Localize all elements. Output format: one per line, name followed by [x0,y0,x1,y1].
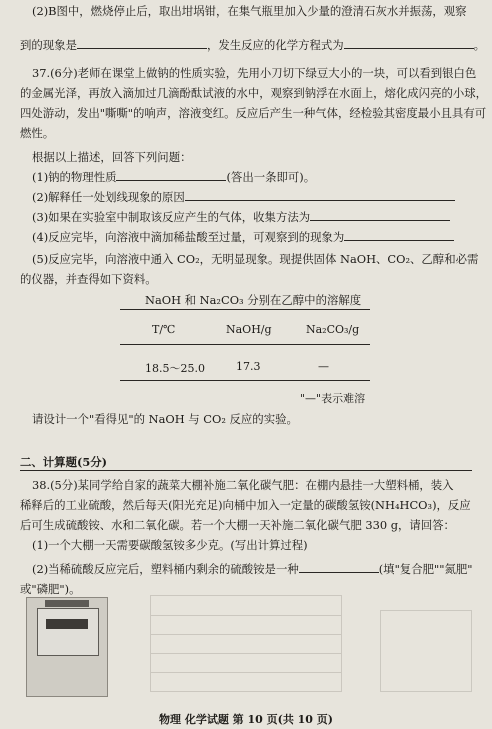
q37-line-1: 37.(6分)老师在课堂上做钠的性质实验，先用小刀切下绿豆大小的一块，可以看到银白色 [32,66,477,80]
table-note: "—"表示难溶 [300,392,366,405]
bleed-through-circuit [380,610,472,692]
q36-2-line: (2)B图中，燃烧停止后，取出坩埚钳，在集气瓶里加入少量的澄清石灰水并振荡，观察 [32,4,467,18]
page-footer: 物理 化学试题 第 10 页(共 10 页) [158,713,333,726]
sub-question-2: (2)解释任一处划线现象的原因 [32,190,455,204]
q37-line-2: 的金属光泽，再放入滴加过几滴酚酞试液的水中，观察到钠浮在水面上，熔化成闪亮的小球， [20,86,488,100]
sub-question-5-line-2: 的仪器，并查得如下资料。 [20,272,157,286]
sub-question-1: (1)钠的物理性质 (答出一条即可)。 [32,170,316,184]
q38-sub-2: (2)当稀硫酸反应完后，塑料桶内剩余的硫酸铵是一种 (填"复合肥""氮肥" [32,562,473,576]
blank-4[interactable] [344,230,454,241]
table-caption: NaOH 和 Na₂CO₃ 分别在乙醇中的溶解度 [145,293,362,307]
q38-sub-2-cont: 或"磷肥")。 [20,582,81,596]
table-header-temp: T/℃ [152,323,176,336]
table-header-naoh: NaOH/g [226,323,272,336]
bleed-through-table [150,595,342,692]
q38-sub-1: (1)一个大棚一天需要碳酸氢铵多少克。(写出计算过程) [32,538,308,552]
sub-question-4: (4)反应完毕，向溶液中滴加稀盐酸至过量，可观察到的现象为 [32,230,454,244]
q38-line-2: 稀释后的工业硫酸，然后每天(阳光充足)向桶中加入一定量的碳酸氢铵(NH₄HCO₃)，反应 [20,498,471,512]
q37-line-3: 四处游动，发出"嘶嘶"的响声，溶液变红。反应后产生一种气体，经检验其密度最小且具有可 [20,106,487,120]
equation-blank[interactable] [344,38,474,49]
blank-2[interactable] [185,190,455,201]
section-divider [20,470,472,471]
answer-blank[interactable] [77,38,207,49]
blank-3[interactable] [310,210,450,221]
sub-question-5-line-1: (5)反应完毕，向溶液中通入 CO₂，无明显现象。现提供固体 NaOH、CO₂、乙醇和必需 [32,252,479,266]
fertilizer-blank[interactable] [299,562,379,573]
table-cell-na2co3: — [318,360,329,373]
section-title: 二、计算题(5分) [20,455,108,469]
q36-2-answer-line: 到的现象是 ，发生反应的化学方程式为 。 [20,38,486,52]
table-cell-naoh: 17.3 [236,360,261,373]
meter-photo [26,597,108,697]
table-bottom-rule [120,380,370,381]
sub-question-3: (3)如果在实验室中制取该反应产生的气体，收集方法为 [32,210,450,224]
table-mid-rule [120,344,370,345]
table-header-na2co3: Na₂CO₃/g [306,323,360,336]
q38-line-1: 38.(5分)某同学给自家的蔬菜大棚补施二氧化碳气肥：在棚内悬挂一大塑料桶，装入 [32,478,454,492]
design-prompt: 请设计一个"看得见"的 NaOH 与 CO₂ 反应的实验。 [32,412,298,426]
blank-1[interactable] [116,170,226,181]
table-top-rule [120,309,370,310]
table-cell-temp: 18.5～25.0 [145,362,205,375]
q37-line-4: 燃性。 [20,126,55,140]
instruction: 根据以上描述，回答下列问题： [32,150,192,164]
q38-line-3: 后可生成硫酸铵、水和二氧化碳。若一个大棚一天补施二氧化碳气肥 330 g，请回答： [20,518,455,532]
